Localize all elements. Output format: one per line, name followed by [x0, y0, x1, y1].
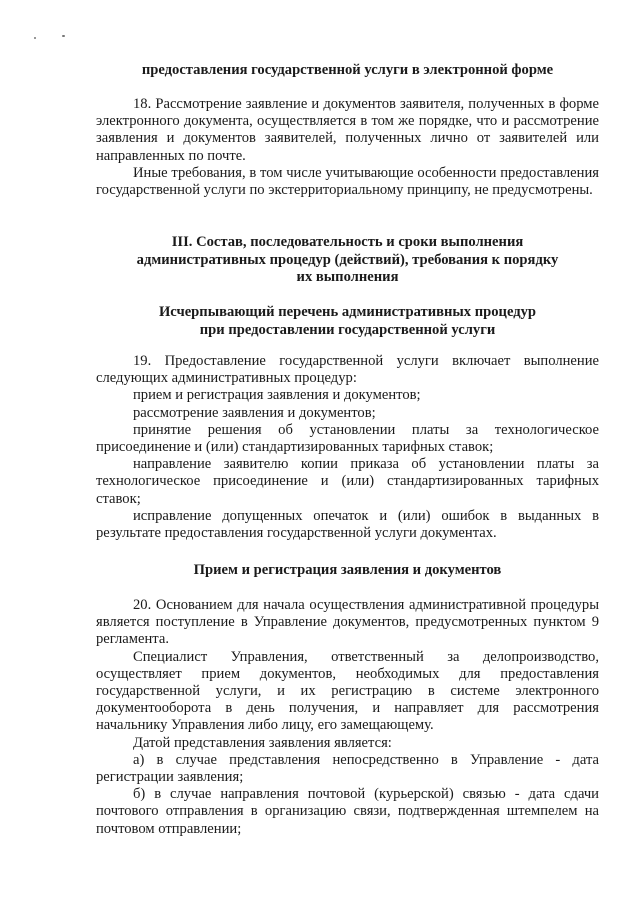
submission-date-item: а) в случае представления непосредственно в Управление - дата регистрации заявления; [96, 751, 599, 786]
reception-heading-text: Прием и регистрация заявления и документов [193, 562, 502, 578]
paragraph-20 [96, 597, 599, 838]
paragraph-19-text: 19. Предоставление государственной услуги включает выполнение следующих административных процедур: [96, 353, 599, 387]
procedure-item: направление заявителю копии приказа об установлении платы за технологическое присоединение и (или) стандартизированных тарифных ставок; [96, 456, 599, 507]
paragraph-20-text: 20. Основанием для начала осуществления административной процедуры является поступление в Управление документов, предусмотренных пунктом 9 регламента. [96, 597, 599, 648]
paragraph-18-text: 18. Рассмотрение заявление и документов заявителя, полученных в форме электронного документа, осуществляется в том же порядке, что и рассмотрение заявления и документов заявителей, полученных лично от заявителей или направленных по почте. [96, 96, 599, 164]
scan-speck [62, 35, 65, 37]
paragraph-20b-text: Специалист Управления, ответственный за делопроизводство, осуществляет прием документов, необходимых для предоставления государственной услуги, и их регистрацию в системе электронного документооборота в день получения, и направляет для рассмотрения начальнику Управления либо лицу, его замещающему. [96, 648, 599, 734]
procedure-item: прием и регистрация заявления и документов; [133, 387, 421, 404]
paragraph-18b-text: Иные требования, в том числе учитывающие особенности предоставления государственной услуги по экстерриториальному принципу, не предусмотрены. [96, 164, 599, 199]
procedure-item: принятие решения об установлении платы за технологическое присоединение и (или) стандартизированных тарифных ставок; [96, 421, 599, 456]
procedures-list-heading [96, 304, 599, 339]
procedure-item: исправление допущенных опечаток и (или) ошибок в выданных в результате предоставления государственной услуги документах. [96, 507, 599, 542]
paragraph-20c-text: Датой представления заявления является: [133, 734, 392, 751]
top-heading [96, 62, 599, 80]
scan-speck [34, 37, 36, 39]
procedures-list-heading-line: при предоставлении государственной услуги [199, 321, 496, 338]
section-3-heading-line: III. Состав, последовательность и сроки выполнения [171, 234, 524, 250]
reception-heading [96, 562, 599, 580]
procedure-item: рассмотрение заявления и документов; [133, 404, 376, 421]
paragraph-19 [96, 353, 599, 542]
procedures-list-heading-line: Исчерпывающий перечень административных процедур [158, 304, 537, 320]
top-heading-text: предоставления государственной услуги в электронной форме [141, 62, 554, 78]
submission-date-item: б) в случае направления почтовой (курьерской) связью - дата сдачи почтового отправления в организацию связи, подтвержденная штемпелем на почтовом отправлении; [96, 786, 599, 837]
section-3-heading-line: административных процедур (действий), требования к порядку [136, 251, 559, 268]
section-3-heading [96, 234, 599, 287]
section-3-heading-line: их выполнения [296, 269, 399, 286]
paragraph-18 [96, 96, 599, 199]
